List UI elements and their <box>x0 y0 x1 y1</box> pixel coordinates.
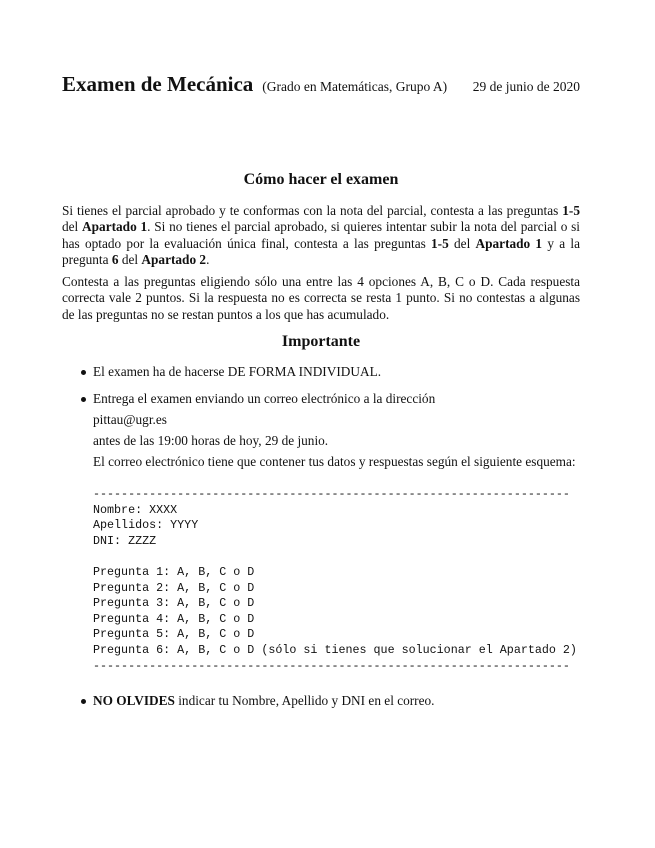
important-title: Importante <box>281 333 361 350</box>
bullet-reminder-text: NO OLVIDES indicar tu Nombre, Apellido y DNI en el correo. <box>93 693 435 708</box>
exam-subtitle: (Grado en Matemáticas, Grupo A) <box>262 79 448 94</box>
exam-header <box>62 72 580 97</box>
bullet-submission-text: Entrega el examen enviando un correo electrónico a la dirección <box>93 391 436 406</box>
bullet-individual-text: El examen ha de hacerse DE FORMA INDIVIDUAL. <box>93 364 382 379</box>
email-address: pittau@ugr.es <box>93 412 167 427</box>
exam-title: Examen de Mecánica <box>62 72 254 96</box>
bullet-dot-icon <box>81 699 86 704</box>
instructions-paragraph-1: Si tienes el parcial aprobado y te conformas con la nota del parcial, contesta a las preguntas 1-5 del Apartado 1. Si no tienes el parcial aprobado, si quieres intentar subir la nota del parcial o si has optado por la evaluación única final, contesta a las preguntas 1-5 del Apartado 1 y a la pregunta 6 del Apartado 2. <box>62 203 580 268</box>
bullet-dot-icon <box>81 370 86 375</box>
instructions-paragraph-2: Contesta a las preguntas eligiendo sólo una entre las 4 opciones A, B, C o D. Cada respuesta correcta vale 2 puntos. Si la respuesta no es correcta se resta 1 punto. Si no contestas a algunas de las preguntas no se restan puntos a los que has acumulado. <box>62 274 580 322</box>
instructions-title: Cómo hacer el examen <box>243 171 399 188</box>
deadline-text: antes de las 19:00 horas de hoy, 29 de junio. <box>93 433 329 448</box>
scheme-intro: El correo electrónico tiene que contener tus datos y respuestas según el siguiente esquema: <box>93 454 576 469</box>
email-scheme: -------------------------------------------------------------------- Nombre: XXXX Apellidos: YYYY DNI: ZZZZ Pregunta 1: A, B, C o D Pregunta 2: A, B, C o D Pregunta 3: A, B, C o D Pregunta 4: A, B, C o D Pregunta 5: A, B, C o D Pregunta 6: A, B, C o D (sólo si tienes que solucionar el Apartado 2) -------------------------------------------------------------------- <box>93 487 577 673</box>
exam-date: 29 de junio de 2020 <box>472 79 580 94</box>
bullet-dot-icon <box>81 397 86 402</box>
